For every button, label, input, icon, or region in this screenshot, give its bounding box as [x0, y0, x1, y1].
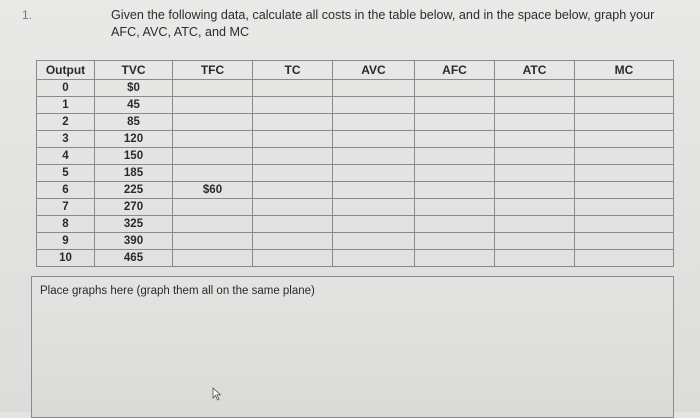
cell-afc[interactable] [415, 199, 495, 216]
cell-atc[interactable] [495, 165, 575, 182]
cell-tvc: 225 [95, 182, 173, 199]
table-header-row [37, 61, 674, 80]
cell-tvc: 390 [95, 233, 173, 250]
cell-afc[interactable] [415, 216, 495, 233]
cell-tfc[interactable] [173, 199, 253, 216]
cell-afc[interactable] [415, 131, 495, 148]
cell-tvc: 270 [95, 199, 173, 216]
cell-tc[interactable] [253, 114, 333, 131]
cell-avc[interactable] [333, 216, 415, 233]
cell-tc[interactable] [253, 250, 333, 267]
cell-avc[interactable] [333, 80, 415, 97]
table-row [37, 199, 674, 216]
cell-tvc: 465 [95, 250, 173, 267]
cell-atc[interactable] [495, 80, 575, 97]
cell-output: 10 [37, 250, 95, 267]
cell-mc[interactable] [575, 131, 674, 148]
cell-output: 8 [37, 216, 95, 233]
table-row [37, 216, 674, 233]
cell-tfc[interactable]: $60 [173, 182, 253, 199]
header-mc: MC [575, 61, 674, 80]
cell-tfc[interactable] [173, 148, 253, 165]
cell-mc[interactable] [575, 148, 674, 165]
cell-output: 6 [37, 182, 95, 199]
cell-mc[interactable] [575, 199, 674, 216]
cell-atc[interactable] [495, 199, 575, 216]
cell-atc[interactable] [495, 148, 575, 165]
graph-area-label: Place graphs here (graph them all on the same plane) [40, 285, 315, 297]
cell-mc[interactable] [575, 165, 674, 182]
table-row [37, 97, 674, 114]
cell-afc[interactable] [415, 114, 495, 131]
cell-tvc: 85 [95, 114, 173, 131]
cell-afc[interactable] [415, 80, 495, 97]
cell-afc[interactable] [415, 182, 495, 199]
cell-avc[interactable] [333, 233, 415, 250]
cell-tvc: $0 [95, 80, 173, 97]
cell-avc[interactable] [333, 182, 415, 199]
cell-avc[interactable] [333, 148, 415, 165]
cell-tfc[interactable] [173, 216, 253, 233]
cell-output: 0 [37, 80, 95, 97]
table-row [37, 148, 674, 165]
cell-tc[interactable] [253, 199, 333, 216]
cell-mc[interactable] [575, 97, 674, 114]
cell-tc[interactable] [253, 131, 333, 148]
cell-atc[interactable] [495, 131, 575, 148]
cell-output: 7 [37, 199, 95, 216]
cell-tfc[interactable] [173, 165, 253, 182]
cell-afc[interactable] [415, 233, 495, 250]
header-afc: AFC [415, 61, 495, 80]
cell-tfc[interactable] [173, 250, 253, 267]
cell-afc[interactable] [415, 97, 495, 114]
cost-table [36, 60, 674, 267]
cell-avc[interactable] [333, 199, 415, 216]
cell-output: 3 [37, 131, 95, 148]
cell-tfc[interactable] [173, 97, 253, 114]
cell-tvc: 150 [95, 148, 173, 165]
cell-tfc[interactable] [173, 80, 253, 97]
cell-mc[interactable] [575, 80, 674, 97]
cell-atc[interactable] [495, 216, 575, 233]
cell-avc[interactable] [333, 165, 415, 182]
cell-avc[interactable] [333, 97, 415, 114]
cell-mc[interactable] [575, 216, 674, 233]
cell-mc[interactable] [575, 114, 674, 131]
cell-mc[interactable] [575, 250, 674, 267]
header-tfc: TFC [173, 61, 253, 80]
cell-tc[interactable] [253, 165, 333, 182]
cell-afc[interactable] [415, 148, 495, 165]
table-row [37, 131, 674, 148]
cell-tfc[interactable] [173, 114, 253, 131]
cell-output: 5 [37, 165, 95, 182]
cell-tc[interactable] [253, 182, 333, 199]
table-row [37, 182, 674, 199]
cell-atc[interactable] [495, 114, 575, 131]
cell-avc[interactable] [333, 114, 415, 131]
cell-tc[interactable] [253, 148, 333, 165]
cell-output: 2 [37, 114, 95, 131]
cell-atc[interactable] [495, 97, 575, 114]
question-prompt: Given the following data, calculate all costs in the table below, and in the space below, graph your AFC, AVC, ATC, and MC [111, 8, 655, 39]
cell-tvc: 325 [95, 216, 173, 233]
cell-afc[interactable] [415, 165, 495, 182]
cell-mc[interactable] [575, 182, 674, 199]
cell-tc[interactable] [253, 216, 333, 233]
cell-atc[interactable] [495, 182, 575, 199]
cell-avc[interactable] [333, 250, 415, 267]
cell-tvc: 120 [95, 131, 173, 148]
header-output: Output [37, 61, 95, 80]
table-body [37, 80, 674, 267]
header-atc: ATC [495, 61, 575, 80]
cell-tvc: 185 [95, 165, 173, 182]
header-tvc: TVC [95, 61, 173, 80]
cell-afc[interactable] [415, 250, 495, 267]
graph-area[interactable] [31, 276, 674, 418]
cell-tvc: 45 [95, 97, 173, 114]
cell-tfc[interactable] [173, 233, 253, 250]
table-row [37, 250, 674, 267]
table-row [37, 80, 674, 97]
cell-tc[interactable] [253, 80, 333, 97]
question-number: 1. [22, 8, 33, 22]
cell-tfc[interactable] [173, 131, 253, 148]
cell-tc[interactable] [253, 97, 333, 114]
cell-output: 9 [37, 233, 95, 250]
header-avc: AVC [333, 61, 415, 80]
cell-avc[interactable] [333, 131, 415, 148]
header-tc: TC [253, 61, 333, 80]
mouse-pointer-icon [212, 387, 222, 401]
table-row [37, 114, 674, 131]
cell-atc[interactable] [495, 250, 575, 267]
cell-mc[interactable] [575, 233, 674, 250]
cell-tc[interactable] [253, 233, 333, 250]
cell-output: 4 [37, 148, 95, 165]
table-row [37, 165, 674, 182]
table-row [37, 233, 674, 250]
cell-output: 1 [37, 97, 95, 114]
cell-atc[interactable] [495, 233, 575, 250]
